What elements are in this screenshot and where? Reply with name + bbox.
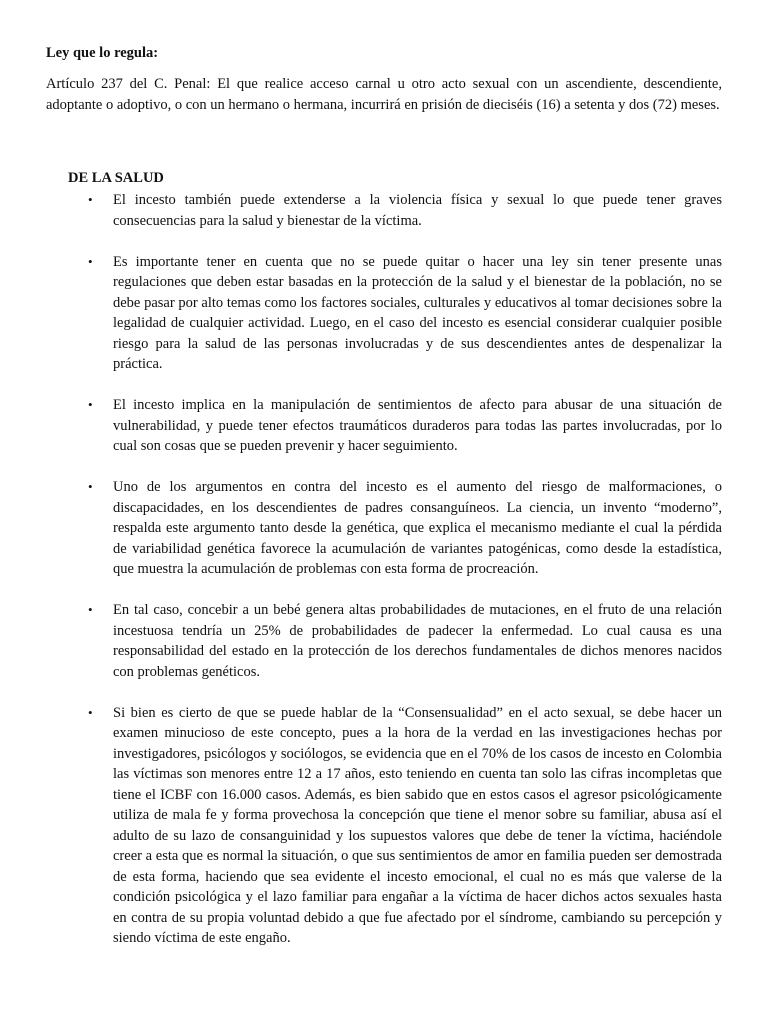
bullet-text: Uno de los argumentos en contra del incesto es el aumento del riesgo de malformaciones, o discapacidades, en los descendientes de padres consanguíneos. La ciencia, un invento “moderno”, respalda este argumento tanto desde la genética, que explica el mecanismo mediante el cual la pérdida de variabilidad genética favorece la acumulación de variantes patogénicas, como desde la estadística, que muestra la acumulación de problemas con esta forma de procreación. — [113, 479, 722, 577]
bullet-icon: • — [88, 192, 93, 207]
list-item — [0, 190, 768, 231]
bullet-text: El incesto implica en la manipulación de sentimientos de afecto para abusar de una situación de vulnerabilidad, y puede tener efectos traumáticos duraderos para todas las partes involucradas, por lo cual son cosas que se pueden prevenir y hacer seguimiento. — [113, 397, 722, 454]
section-title: DE LA SALUD — [68, 170, 164, 186]
bullet-text: El incesto también puede extenderse a la violencia física y sexual lo que puede tener graves consecuencias para la salud y bienestar de la víctima. — [113, 192, 722, 229]
bullet-icon: • — [88, 253, 93, 269]
bullet-icon: • — [88, 479, 93, 494]
law-heading: Ley que lo regula: — [46, 45, 159, 61]
bullet-icon: • — [88, 704, 93, 720]
list-item — [0, 252, 768, 375]
bullet-text: Si bien es cierto de que se puede hablar de la “Consensualidad” en el acto sexual, se debe hacer un examen minucioso de este concepto, pues a la hora de la verdad en las investigaciones hechas por investigadores, psicólogos y sociólogos, se evidencia que en el 70% de los casos de incesto en Colombia las víctimas son menores entre 12 a 17 años, esto teniendo en cuenta tan solo las cifras incompletas que tiene el ICBF con 16.000 casos. Además, es bien sabido que en estos casos el agresor psicológicamente utiliza de mala fe y forma provechosa la concepción que tiene el menor sobre su familiar, abusa así el adulto de su lazo de consanguinidad y los supuestos valores que debe de tener la víctima, haciéndole creer a esta que es normal la situación, o que sus sentimientos de amor en familia pueden ser demostrada de esta forma, haciendo que sea evidente el incesto emocional, el cual no es más que valerse de la condición psicológica y el lazo familiar para engañar a la víctima de hacer dichos actos sexuales hasta en contra de su propia voluntad debido a que fue afectado por el síndrome, cambiando su percepción y siendo víctima de este engaño. — [113, 704, 722, 946]
bullet-text: Es importante tener en cuenta que no se puede quitar o hacer una ley sin tener presente unas regulaciones que deben estar basadas en la protección de la salud y el bienestar de la población, no se debe pasar por alto temas como los factores sociales, culturales y educativos al tomar decisiones sobre la legalidad de cualquier actividad. Luego, en el caso del incesto es esencial considerar cualquier posible riesgo para la salud de las personas involucradas y de sus descendientes antes de despenalizar la práctica. — [113, 253, 722, 372]
list-item — [0, 600, 768, 682]
list-item — [0, 395, 768, 457]
list-item — [0, 477, 768, 580]
bullet-text: En tal caso, concebir a un bebé genera altas probabilidades de mutaciones, en el fruto de una relación incestuosa tendría un 25% de probabilidades de padecer la enfermedad. Lo cual causa es una responsabilidad del estado en la protección de los derechos fundamentales de dichos menores nacidos con problemas genéticos. — [113, 602, 722, 680]
bullet-list — [0, 190, 768, 969]
bullet-icon: • — [88, 397, 93, 412]
bullet-icon: • — [88, 602, 93, 617]
list-item — [0, 703, 768, 949]
article-paragraph: Artículo 237 del C. Penal: El que realice acceso carnal u otro acto sexual con un ascendiente, descendiente, adoptante o adoptivo, o con un hermano o hermana, incurrirá en prisión de dieciséis (16) a setenta y dos (72) meses. — [46, 76, 722, 113]
